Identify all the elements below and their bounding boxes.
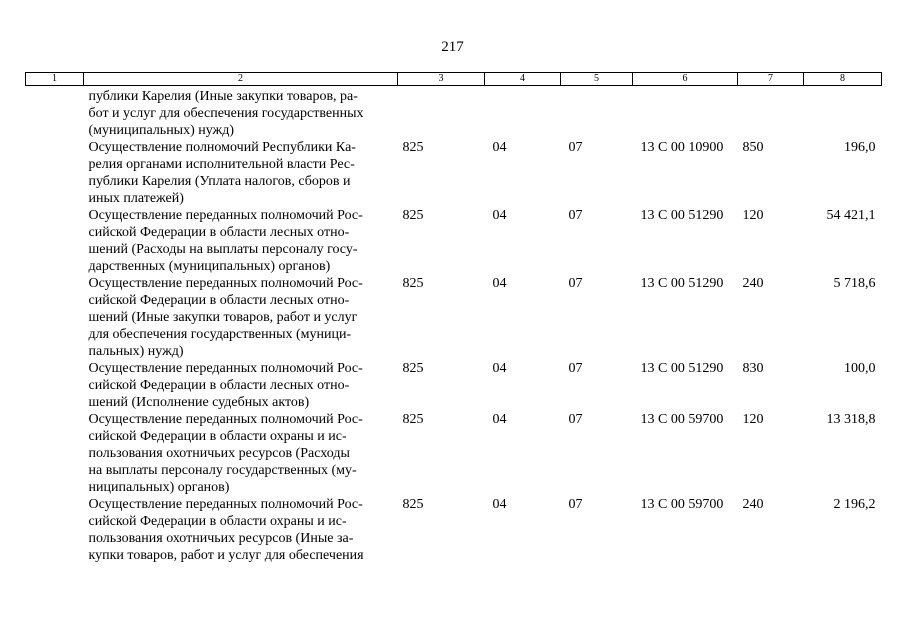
column-header-6: 6 [633,73,738,86]
row-expense-type: 120 [742,208,764,223]
row-amount: 196,0 [844,140,876,155]
table-row [26,207,882,275]
row-amount: 5 718,6 [833,276,876,291]
row-expense-type: 240 [742,497,764,512]
row-index-cell [26,275,84,360]
row-target-article [633,86,738,140]
row-ministry-code [398,86,485,140]
row-section-code: 04 [492,208,507,223]
column-header-4: 4 [485,73,561,86]
table-row [26,275,882,360]
row-target-article: 13 С 00 51290 [640,276,724,291]
row-expense-type: 120 [742,412,764,427]
row-amount: 54 421,1 [826,208,876,223]
row-description: Осуществление переданных полномочий Рос- сийской Федерации в области лесных отно- шений (Расходы на выплаты персоналу госу- дарственных (муниципальных) органов) [88,208,363,274]
row-index-cell [26,411,84,496]
row-ministry-code: 825 [402,361,424,376]
row-target-article: 13 С 00 51290 [640,361,724,376]
row-index-cell [26,496,84,564]
row-description: Осуществление полномочий Республики Ка- релия органами исполнительной власти Рес- публики Карелия (Уплата налогов, сборов и иных платежей) [88,140,356,206]
table-row [26,139,882,207]
row-subsection-code: 07 [568,361,583,376]
row-section-code: 04 [492,276,507,291]
budget-table [25,72,882,564]
row-amount [804,86,882,140]
row-subsection-code: 07 [568,140,583,155]
row-subsection-code: 07 [568,208,583,223]
column-header-7: 7 [738,73,804,86]
row-ministry-code: 825 [402,276,424,291]
column-header-2: 2 [84,73,398,86]
row-description: Осуществление переданных полномочий Рос- сийской Федерации в области охраны и ис- пользования охотничьих ресурсов (Иные за- купки товаров, работ и услуг для обеспечения [88,497,364,563]
row-target-article: 13 С 00 10900 [640,140,724,155]
table-row [26,411,882,496]
row-index-cell [26,207,84,275]
row-index-cell [26,139,84,207]
row-description: Осуществление переданных полномочий Рос- сийской Федерации в области охраны и ис- пользования охотничьих ресурсов (Расходы на выплаты персоналу государственных (му- ниципальных) органов) [88,412,363,495]
row-description: Осуществление переданных полномочий Рос- сийской Федерации в области лесных отно- шений (Иные закупки товаров, работ и услуг для обеспечения государственных (муници- пальных) нужд) [88,276,363,359]
row-section-code [485,86,561,140]
row-amount: 100,0 [844,361,876,376]
column-header-1: 1 [26,73,84,86]
table-header [26,73,882,86]
row-amount: 13 318,8 [826,412,876,427]
row-amount: 2 196,2 [833,497,876,512]
row-ministry-code: 825 [402,208,424,223]
column-header-5: 5 [561,73,633,86]
table-row [26,496,882,564]
row-description: Осуществление переданных полномочий Рос- сийской Федерации в области лесных отно- шений (Исполнение судебных актов) [88,361,363,410]
table-body [26,86,882,565]
row-ministry-code: 825 [402,497,424,512]
table-row [26,86,882,140]
row-section-code: 04 [492,140,507,155]
row-expense-type: 240 [742,276,764,291]
row-target-article: 13 С 00 51290 [640,208,724,223]
row-expense-type: 830 [742,361,764,376]
row-section-code: 04 [492,361,507,376]
row-section-code: 04 [492,412,507,427]
row-index-cell [26,86,84,140]
row-subsection-code: 07 [568,497,583,512]
row-subsection-code [561,86,633,140]
row-target-article: 13 С 00 59700 [640,412,724,427]
column-header-3: 3 [398,73,485,86]
row-description: публики Карелия (Иные закупки товаров, ра- бот и услуг для обеспечения государственных (муниципальных) нужд) [88,89,364,138]
page-number: 217 [441,39,464,55]
row-target-article: 13 С 00 59700 [640,497,724,512]
row-expense-type [738,86,804,140]
column-header-8: 8 [804,73,882,86]
table-row [26,360,882,411]
row-subsection-code: 07 [568,276,583,291]
row-subsection-code: 07 [568,412,583,427]
row-ministry-code: 825 [402,412,424,427]
row-expense-type: 850 [742,140,764,155]
row-index-cell [26,360,84,411]
row-ministry-code: 825 [402,140,424,155]
row-section-code: 04 [492,497,507,512]
